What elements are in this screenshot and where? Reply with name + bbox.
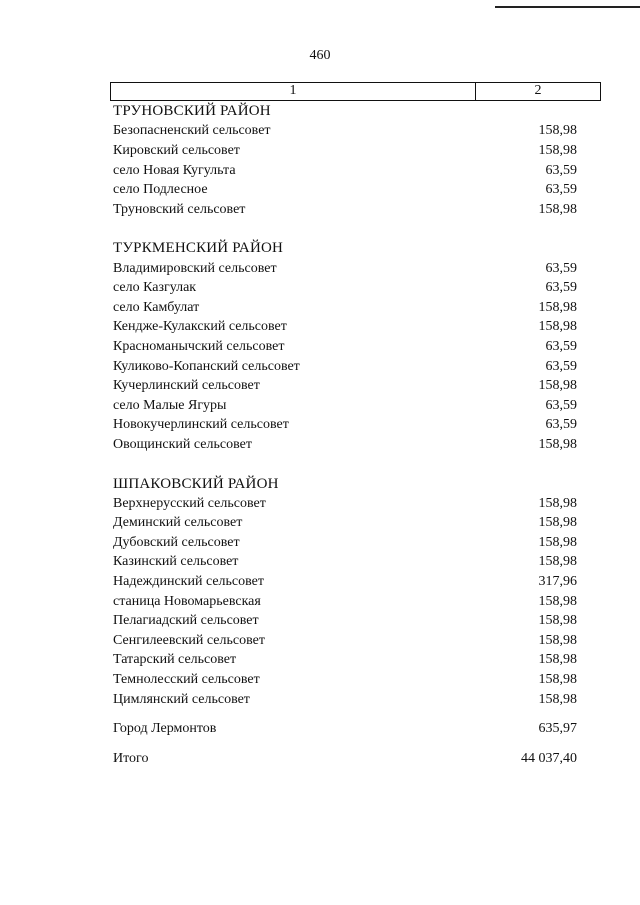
- section-title-text: ШПАКОВСКИЙ РАЙОН: [113, 475, 279, 492]
- row-value: 158,98: [538, 652, 577, 668]
- section-gap: [113, 709, 577, 719]
- row-value: 158,98: [538, 672, 577, 688]
- row-name: Пелагиадский сельсовет: [113, 613, 259, 629]
- total-value: 44 037,40: [521, 750, 577, 766]
- row-value: 158,98: [538, 142, 577, 158]
- page-number: 460: [309, 48, 331, 63]
- total-row: [113, 749, 577, 769]
- table-row: [113, 494, 577, 514]
- row-name: Безопасненский сельсовет: [113, 123, 271, 139]
- row-value: 63,59: [545, 260, 577, 276]
- table-header-col2: 2: [534, 83, 542, 98]
- row-name: Надеждинский сельсовет: [113, 574, 264, 590]
- row-name: село Казгулак: [113, 280, 197, 296]
- section-title-text: ТУРКМЕНСКИЙ РАЙОН: [113, 240, 284, 257]
- section-title: [113, 474, 577, 494]
- table-row: [113, 513, 577, 533]
- section-title: [113, 239, 577, 259]
- row-value: 158,98: [538, 613, 577, 629]
- table-header-col1: 1: [111, 83, 476, 100]
- row-value: 158,98: [538, 632, 577, 648]
- row-value: 158,98: [538, 691, 577, 707]
- section-title: [113, 102, 577, 122]
- row-name: станица Новомарьевская: [113, 593, 261, 609]
- row-value: 63,59: [545, 397, 577, 413]
- total-label: Итого: [113, 750, 149, 766]
- row-value: 63,59: [545, 417, 577, 433]
- table-row: [113, 631, 577, 651]
- table-row: [113, 396, 577, 416]
- row-name: Верхнерусский сельсовет: [113, 495, 266, 511]
- table-row: [113, 592, 577, 612]
- row-name: Новокучерлинский сельсовет: [113, 417, 289, 433]
- section-title-text: ТРУНОВСКИЙ РАЙОН: [113, 103, 271, 120]
- table-row: [113, 376, 577, 396]
- table-row: [113, 141, 577, 161]
- row-value: 158,98: [538, 515, 577, 531]
- table-row: [113, 161, 577, 181]
- table-row: [113, 122, 577, 142]
- row-name: Кучерлинский сельсовет: [113, 378, 260, 394]
- row-name: село Камбулат: [113, 299, 200, 315]
- row-value: 158,98: [538, 495, 577, 511]
- row-name: Казинский сельсовет: [113, 554, 239, 570]
- city-value: 635,97: [538, 721, 577, 737]
- table-row: [113, 533, 577, 553]
- row-name: Овощинский сельсовет: [113, 436, 252, 452]
- row-name: Красноманычский сельсовет: [113, 338, 285, 354]
- row-value: 158,98: [538, 319, 577, 335]
- row-value: 158,98: [538, 534, 577, 550]
- table-row: [113, 318, 577, 338]
- row-name: Владимировский сельсовет: [113, 260, 277, 276]
- table-row: [113, 278, 577, 298]
- row-name: село Подлесное: [113, 182, 208, 198]
- row-name: Дубовский сельсовет: [113, 534, 240, 550]
- row-name: Кендже-Кулакский сельсовет: [113, 319, 287, 335]
- table-row: [113, 259, 577, 279]
- table-row: [113, 611, 577, 631]
- row-value: 158,98: [538, 554, 577, 570]
- table-row: [113, 337, 577, 357]
- table-row: [113, 690, 577, 710]
- row-value: 158,98: [538, 123, 577, 139]
- table-row: [113, 553, 577, 573]
- row-name: Деминский сельсовет: [113, 515, 243, 531]
- row-name: Сенгилеевский сельсовет: [113, 632, 265, 648]
- row-value: 158,98: [538, 299, 577, 315]
- document-body: [113, 102, 577, 769]
- row-value: 63,59: [545, 358, 577, 374]
- row-value: 158,98: [538, 378, 577, 394]
- scan-edge-line: [495, 6, 640, 8]
- city-row: [113, 719, 577, 739]
- row-value: 63,59: [545, 338, 577, 354]
- table-row: [113, 670, 577, 690]
- row-value: 158,98: [538, 201, 577, 217]
- row-name: Труновский сельсовет: [113, 201, 246, 217]
- table-row: [113, 200, 577, 220]
- row-name: село Новая Кугульта: [113, 162, 236, 178]
- row-name: Цимлянский сельсовет: [113, 691, 250, 707]
- row-name: село Малые Ягуры: [113, 397, 227, 413]
- row-value: 63,59: [545, 182, 577, 198]
- table-row: [113, 435, 577, 455]
- table-row: [113, 298, 577, 318]
- row-value: 63,59: [545, 162, 577, 178]
- section-gap: [113, 739, 577, 749]
- row-name: Темнолесский сельсовет: [113, 672, 260, 688]
- row-value: 317,96: [538, 574, 577, 590]
- section-gap: [113, 220, 577, 240]
- row-value: 158,98: [538, 593, 577, 609]
- table-header: [110, 82, 601, 101]
- row-value: 63,59: [545, 280, 577, 296]
- row-name: Куликово-Копанский сельсовет: [113, 358, 300, 374]
- table-row: [113, 180, 577, 200]
- table-row: [113, 416, 577, 436]
- table-row: [113, 572, 577, 592]
- row-value: 158,98: [538, 436, 577, 452]
- row-name: Кировский сельсовет: [113, 142, 240, 158]
- table-row: [113, 651, 577, 671]
- row-name: Татарский сельсовет: [113, 652, 237, 668]
- city-name: Город Лермонтов: [113, 721, 217, 737]
- table-row: [113, 357, 577, 377]
- section-gap: [113, 455, 577, 475]
